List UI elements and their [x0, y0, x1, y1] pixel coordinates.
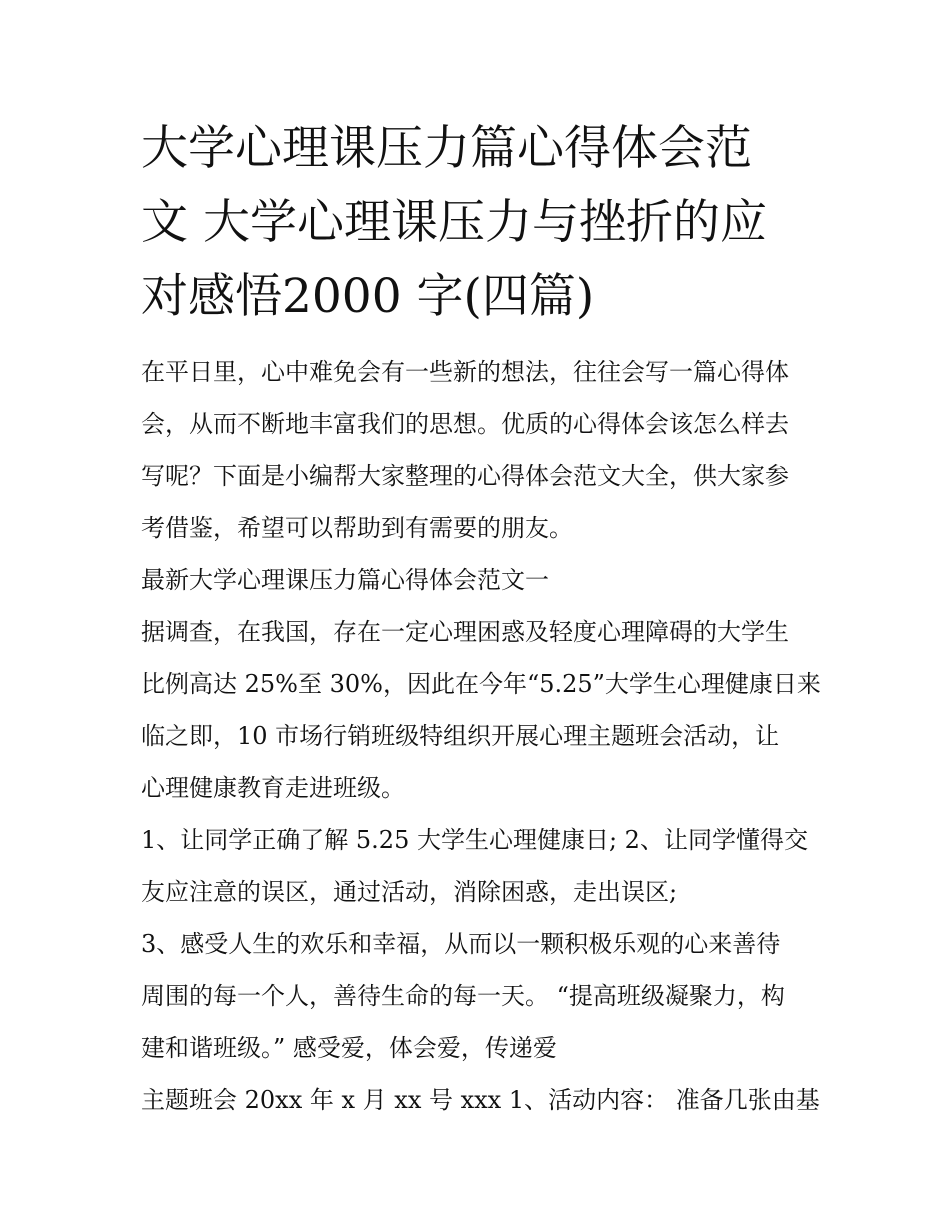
text-line: 临之即，10 市场行销班级特组织开展心理主题班会活动，让 — [141, 722, 780, 750]
document-body — [141, 346, 821, 1126]
title-line: 文 大学心理课压力与挫折的应 — [141, 195, 767, 250]
section-heading-text: 最新大学心理课压力篇心得体会范文一 — [141, 566, 549, 594]
paragraph-1 — [141, 606, 821, 814]
text-line: 写呢？下面是小编帮大家整理的心得体会范文大全，供大家参 — [141, 462, 789, 490]
paragraph-2 — [141, 814, 813, 918]
paragraph-3 — [141, 918, 813, 1074]
text-line: 会，从而不断地丰富我们的思想。优质的心得体会该怎么样去 — [141, 410, 789, 438]
title-line: 对感悟2000 字(四篇) — [141, 269, 595, 324]
text-line: 主题班会 20xx 年 x 月 xx 号 xxx 1、活动内容： 准备几张由基 — [141, 1086, 820, 1114]
text-line: 建和谐班级。” 感受爱，体会爱，传递爱 — [141, 1034, 557, 1062]
text-line: 心理健康教育走进班级。 — [141, 774, 405, 802]
text-line: 在平日里，心中难免会有一些新的想法，往往会写一篇心得体 — [141, 358, 789, 386]
text-line: 据调查，在我国，存在一定心理困惑及轻度心理障碍的大学生 — [141, 618, 789, 646]
text-line: 友应注意的误区，通过活动，消除困惑，走出误区; — [141, 878, 678, 906]
text-line: 比例高达 25%至 30%，因此在今年“5.25”大学生心理健康日来 — [141, 670, 821, 698]
document-title — [141, 112, 813, 334]
text-line: 周围的每一个人，善待生命的每一天。 “提高班级凝聚力，构 — [141, 982, 785, 1010]
document-content — [141, 112, 821, 1126]
title-line: 大学心理课压力篇心得体会范 — [141, 121, 752, 176]
text-line: 3、感受人生的欢乐和幸福，从而以一颗积极乐观的心来善待 — [141, 930, 781, 958]
text-line: 1、让同学正确了解 5.25 大学生心理健康日; 2、让同学懂得交 — [141, 826, 808, 854]
text-line: 考借鉴，希望可以帮助到有需要的朋友。 — [141, 514, 573, 542]
section-heading — [141, 554, 813, 606]
paragraph-4 — [141, 1074, 820, 1126]
intro-paragraph — [141, 346, 813, 554]
